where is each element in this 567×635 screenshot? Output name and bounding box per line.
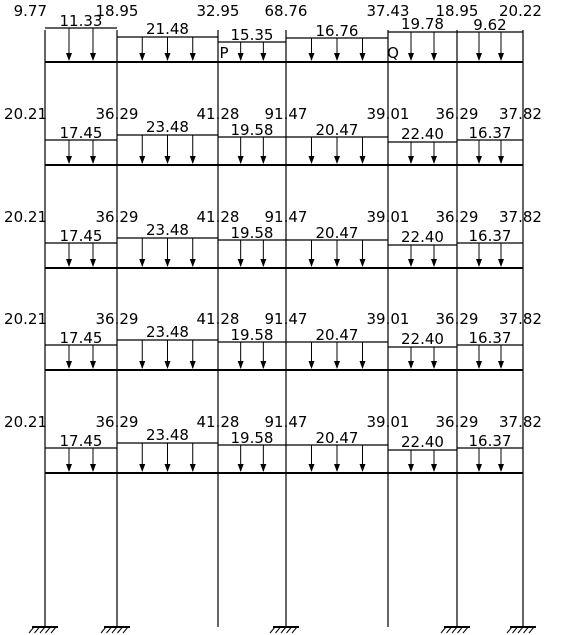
arrow-head-icon xyxy=(165,361,171,369)
arrow-head-icon xyxy=(238,259,244,267)
node-value-label: 20.21 xyxy=(4,105,47,123)
arrow-head-icon xyxy=(431,361,437,369)
span-load-value: 19.58 xyxy=(230,429,274,447)
node-value-label: 36.29 xyxy=(95,105,139,123)
fixed-support-icon xyxy=(441,627,470,633)
node-value-label: 20.21 xyxy=(4,208,47,226)
arrow-head-icon xyxy=(139,259,145,267)
arrow-head-icon xyxy=(309,464,315,472)
node-value-label: 36.29 xyxy=(95,310,139,328)
arrow-head-icon xyxy=(66,361,72,369)
span-load-value: 22.40 xyxy=(401,125,444,143)
arrow-head-icon xyxy=(498,53,504,61)
arrow-head-icon xyxy=(66,259,72,267)
span-load-value: 16.76 xyxy=(315,22,359,40)
span-load-value: 16.37 xyxy=(468,227,512,245)
arrow-head-icon xyxy=(476,464,482,472)
span-load-value: 17.45 xyxy=(59,432,103,450)
span-load-value: 17.45 xyxy=(59,227,103,245)
span-load-value: 23.48 xyxy=(146,323,189,341)
arrow-head-icon xyxy=(139,464,145,472)
arrow-head-icon xyxy=(90,259,96,267)
span-load-value: 16.37 xyxy=(468,432,512,450)
arrow-head-icon xyxy=(498,259,504,267)
point-marker-label: Q xyxy=(387,44,399,62)
arrow-head-icon xyxy=(238,53,244,61)
arrow-head-icon xyxy=(165,53,171,61)
span-load-value: 19.58 xyxy=(230,224,274,242)
arrow-head-icon xyxy=(165,464,171,472)
arrow-head-icon xyxy=(260,259,266,267)
arrow-head-icon xyxy=(476,53,482,61)
span-load-value: 21.48 xyxy=(146,20,189,38)
node-value-label: 37.43 xyxy=(366,2,410,20)
node-value-label: 39.01 xyxy=(366,310,410,328)
span-load-value: 11.33 xyxy=(59,12,103,30)
node-value-label: 41.28 xyxy=(196,208,240,226)
arrow-head-icon xyxy=(334,259,340,267)
arrow-head-icon xyxy=(238,464,244,472)
span-load-value: 17.45 xyxy=(59,329,103,347)
node-value-label: 36.29 xyxy=(435,310,479,328)
arrow-head-icon xyxy=(408,259,414,267)
arrow-head-icon xyxy=(498,361,504,369)
arrow-head-icon xyxy=(260,464,266,472)
node-value-label: 37.82 xyxy=(499,413,542,431)
node-value-label: 18.95 xyxy=(435,2,479,20)
arrow-head-icon xyxy=(190,361,196,369)
arrow-head-icon xyxy=(309,361,315,369)
arrow-head-icon xyxy=(139,361,145,369)
arrow-head-icon xyxy=(360,464,366,472)
arrow-head-icon xyxy=(190,259,196,267)
node-value-label: 37.82 xyxy=(499,208,542,226)
value-labels xyxy=(4,2,542,451)
span-load-value: 23.48 xyxy=(146,426,189,444)
arrow-head-icon xyxy=(431,156,437,164)
span-load-value: 20.47 xyxy=(315,429,359,447)
node-value-label: 36.29 xyxy=(95,208,139,226)
span-load-value: 9.62 xyxy=(473,16,507,34)
arrow-head-icon xyxy=(260,156,266,164)
node-value-label: 36.29 xyxy=(435,105,479,123)
arrow-head-icon xyxy=(260,361,266,369)
span-load-value: 19.58 xyxy=(230,326,274,344)
node-value-label: 91.47 xyxy=(264,413,308,431)
span-load-value: 23.48 xyxy=(146,221,189,239)
arrow-head-icon xyxy=(66,53,72,61)
arrow-head-icon xyxy=(334,464,340,472)
arrow-head-icon xyxy=(139,156,145,164)
arrow-head-icon xyxy=(360,53,366,61)
span-load-value: 23.48 xyxy=(146,118,189,136)
node-value-label: 37.82 xyxy=(499,310,542,328)
span-load-value: 19.58 xyxy=(230,121,274,139)
arrow-head-icon xyxy=(334,156,340,164)
fixed-support-icon xyxy=(101,627,130,633)
arrow-head-icon xyxy=(238,361,244,369)
arrow-head-icon xyxy=(90,464,96,472)
arrow-head-icon xyxy=(309,259,315,267)
arrow-head-icon xyxy=(360,156,366,164)
arrow-head-icon xyxy=(431,53,437,61)
span-load-value: 20.47 xyxy=(315,224,359,242)
node-value-label: 68.76 xyxy=(264,2,308,20)
arrow-head-icon xyxy=(431,464,437,472)
arrow-head-icon xyxy=(476,156,482,164)
node-value-label: 20.22 xyxy=(499,2,542,20)
arrow-head-icon xyxy=(139,53,145,61)
node-value-label: 36.29 xyxy=(95,413,139,431)
span-load-value: 22.40 xyxy=(401,228,444,246)
span-load-value: 19.78 xyxy=(401,15,444,33)
node-value-label: 36.29 xyxy=(435,413,479,431)
arrow-head-icon xyxy=(408,156,414,164)
node-value-label: 39.01 xyxy=(366,105,410,123)
arrow-head-icon xyxy=(360,361,366,369)
span-load-value: 22.40 xyxy=(401,330,444,348)
arrow-head-icon xyxy=(165,259,171,267)
arrow-head-icon xyxy=(66,464,72,472)
arrow-head-icon xyxy=(408,464,414,472)
arrow-head-icon xyxy=(190,53,196,61)
arrow-head-icon xyxy=(334,361,340,369)
node-value-label: 41.28 xyxy=(196,105,240,123)
node-value-label: 39.01 xyxy=(366,208,410,226)
arrow-head-icon xyxy=(165,156,171,164)
arrow-head-icon xyxy=(190,156,196,164)
arrow-head-icon xyxy=(498,156,504,164)
arrow-head-icon xyxy=(90,156,96,164)
arrow-head-icon xyxy=(90,361,96,369)
arrow-head-icon xyxy=(66,156,72,164)
node-value-label: 32.95 xyxy=(196,2,240,20)
span-load-value: 15.35 xyxy=(230,26,274,44)
node-value-label: 36.29 xyxy=(435,208,479,226)
arrow-head-icon xyxy=(334,53,340,61)
node-value-label: 91.47 xyxy=(264,105,308,123)
span-load-value: 20.47 xyxy=(315,121,359,139)
node-value-label: 18.95 xyxy=(95,2,139,20)
arrow-head-icon xyxy=(238,156,244,164)
arrow-head-icon xyxy=(309,156,315,164)
fixed-support-icon xyxy=(507,627,536,633)
arrow-head-icon xyxy=(190,464,196,472)
node-value-label: 9.77 xyxy=(13,2,47,20)
fixed-support-icon xyxy=(270,627,299,633)
fixed-support-icon xyxy=(29,627,58,633)
span-load-value: 17.45 xyxy=(59,124,103,142)
span-load-value: 22.40 xyxy=(401,433,444,451)
arrow-head-icon xyxy=(260,53,266,61)
arrow-head-icon xyxy=(476,361,482,369)
node-value-label: 91.47 xyxy=(264,310,308,328)
arrow-head-icon xyxy=(90,53,96,61)
arrow-head-icon xyxy=(360,259,366,267)
node-value-label: 39.01 xyxy=(366,413,410,431)
arrow-head-icon xyxy=(476,259,482,267)
arrow-head-icon xyxy=(309,53,315,61)
node-value-label: 20.21 xyxy=(4,413,47,431)
node-value-label: 91.47 xyxy=(264,208,308,226)
span-load-value: 16.37 xyxy=(468,329,512,347)
node-value-label: 20.21 xyxy=(4,310,47,328)
arrow-head-icon xyxy=(408,53,414,61)
span-load-value: 16.37 xyxy=(468,124,512,142)
span-load-value: 20.47 xyxy=(315,326,359,344)
node-value-label: 37.82 xyxy=(499,105,542,123)
node-value-label: 41.28 xyxy=(196,310,240,328)
node-value-label: 41.28 xyxy=(196,413,240,431)
arrow-head-icon xyxy=(498,464,504,472)
point-marker-label: P xyxy=(219,44,229,62)
arrow-head-icon xyxy=(431,259,437,267)
arrow-head-icon xyxy=(408,361,414,369)
